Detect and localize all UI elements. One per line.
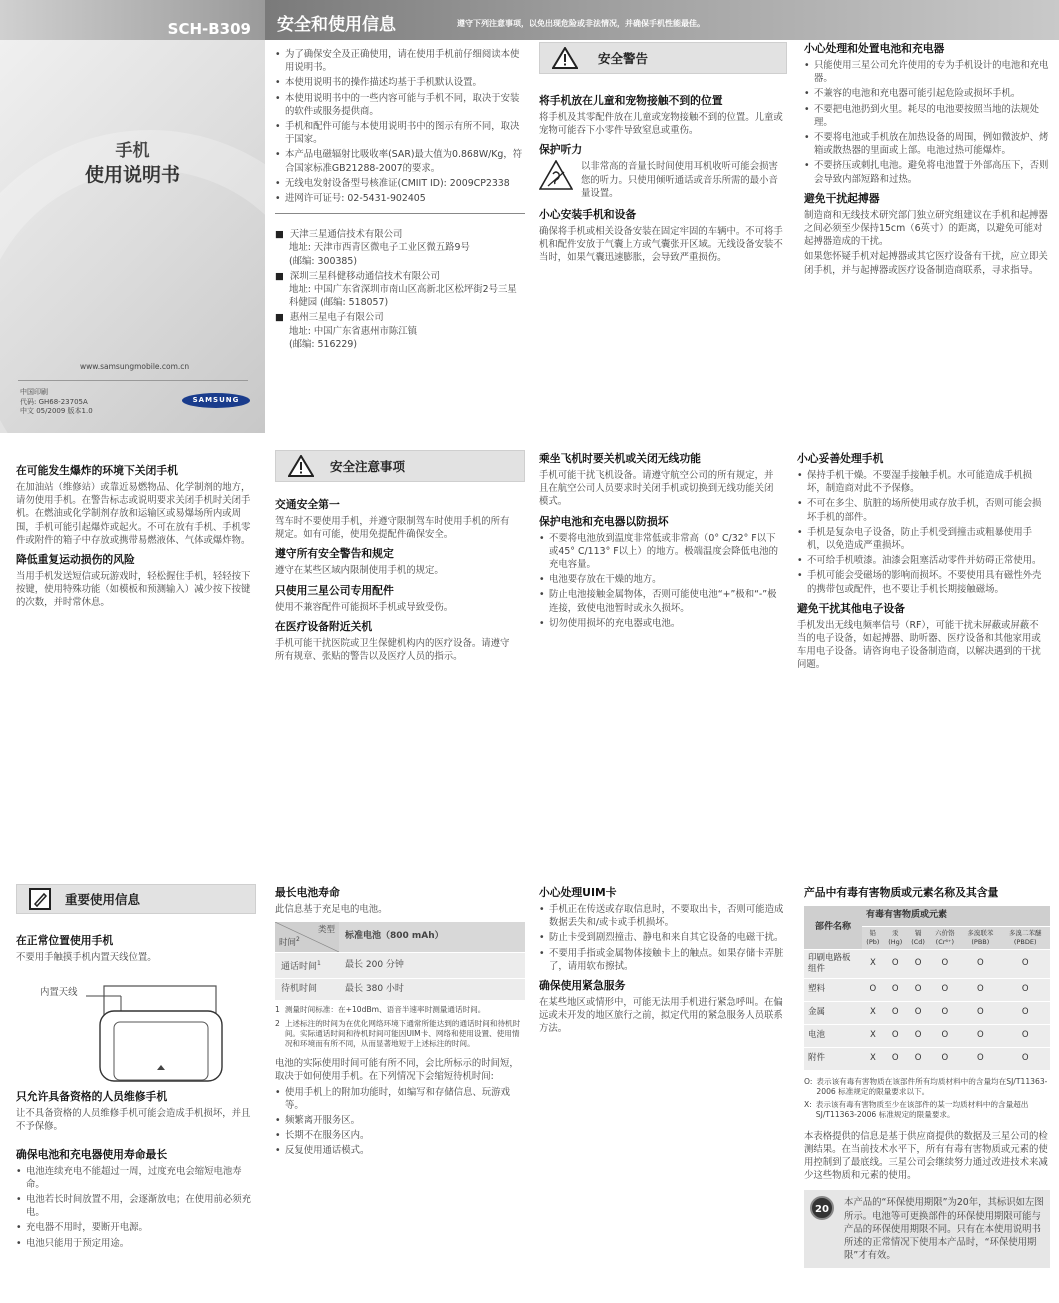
print-code: 代码: GH68-23705A [20, 397, 88, 406]
section-text: 此信息基于充足电的电池。 [275, 904, 388, 915]
table-cell: O [884, 1047, 907, 1070]
column-symbol: (Pb) [866, 937, 880, 946]
section-text: 确保将手机或相关设备安装在固定牢固的车辆中。不可将手机和配件安放于气囊上方或气囊张开区域。无线设备安装不当时，如果气囊迅速膨胀，会导致严重损伤。 [539, 226, 783, 264]
precautions-section [275, 492, 515, 665]
table-row [275, 952, 525, 978]
battery-life-section [275, 880, 525, 1160]
battery-life-notes [275, 1005, 525, 1049]
section-heading: 产品中有毒有害物质或元素名称及其含量 [804, 886, 999, 899]
footnote-text: 上述标注的时间为在优化网络环境下通常所能达到的通话时间和待机时间。实际通话时间和待机时间可能因UIM卡、网络和使用设置、使用情况和环境而有所不同，从而显著地短于上述标注的时间。 [284, 1019, 521, 1049]
footnote [804, 1100, 1050, 1120]
column-symbol: (PBDE) [1013, 937, 1037, 946]
list-item: • 进网许可证号: 02-5431-902405 [275, 192, 525, 205]
footnote: 2 上述标注的时间为在优化网络环境下通常所能达到的通话时间和待机时间。实际通话时间和待机时间可能因UIM卡、网络和使用设置、使用情况和环境而有所不同，从而显著地短于上述标注的时间。 [275, 1019, 525, 1049]
section-text: 在某些地区或情形中，可能无法用手机进行紧急呼叫。在偏远或未开发的地区旅行之前，拟定代用的紧急服务人员联系方法。 [539, 997, 783, 1035]
table-cell: O [907, 1047, 930, 1070]
section-heading: 在医疗设备附近关机 [275, 619, 373, 633]
table-cell: X [862, 1047, 884, 1070]
list-item: • 不要将电池或手机放在加热设备的周围，例如微波炉、烤箱或散热器的里面或上部。电池过热可能爆炸。 [804, 131, 1050, 157]
company-zip: (邮编: 516229) [289, 338, 357, 350]
print-version: 中文 05/2009 版本1.0 [20, 407, 93, 415]
list-item: • 电池连续充电不能超过一周，过度充电会缩短电池寿命。 [16, 1165, 256, 1191]
eco-text: 本产品的“环保使用期限”为20年，其标识如左图所示。电池等可更换部件的环保使用期限可能与产品的环保使用期限不同。只有在本使用说明书所述的正常情况下使用本产品时，“环保使用期限”才有效。 [844, 1197, 1044, 1262]
warning-icon [552, 47, 578, 69]
table-cell: O [1000, 1047, 1050, 1070]
section-text: 不要用手触摸手机内置天线位置。 [16, 952, 157, 963]
hearing-icon [539, 160, 573, 192]
table-cell: O [862, 978, 884, 1001]
print-info [20, 388, 93, 417]
section-heading: 确保使用紧急服务 [539, 979, 626, 993]
header-subtitle: 遵守下列注意事项，以免出现危险或非法情况，并确保手机性能最佳。 [457, 19, 705, 28]
footnote-text: 测量时间标准：在+10dBm、语音半速率时测量通话时间。 [284, 1005, 486, 1015]
section-heading: 交通安全第一 [275, 498, 340, 511]
safety-warning-header [539, 42, 787, 74]
section-heading: 确保电池和充电器使用寿命最长 [16, 1147, 168, 1161]
table-cell: O [907, 949, 930, 978]
section-heading: 保护电池和充电器以防损坏 [539, 514, 669, 528]
table-cell: O [929, 1047, 960, 1070]
handle-section [797, 446, 1045, 674]
section-heading: 小心处理UIM卡 [539, 886, 617, 899]
hazard-notes [804, 1077, 1050, 1120]
explosive-section [16, 458, 256, 612]
list-item: • 为了确保安全及正确使用，请在使用手机前仔细阅读本使用说明书。 [275, 48, 525, 74]
section-text: 制造商和无线技术研究部门独立研究组建议在手机和起搏器之间必须至少保持15cm（6英寸）的距离，以避免可能对起搏器造成的干扰。 [804, 209, 1048, 248]
section-heading: 保护听力 [539, 143, 583, 157]
list-item: • 不可给手机喷漆。油漆会阻塞活动零件并妨碍正常使用。 [797, 554, 1045, 567]
table-cell: O [884, 949, 907, 978]
section-text: 手机可能干扰医院或卫生保健机构内的医疗设备。请遵守所有规章、张贴的警告以及医疗人员的指示。 [275, 637, 510, 663]
column-header [907, 926, 930, 949]
safety-warning-section [539, 88, 785, 267]
section-text: 遵守在某些区域内限制使用手机的规定。 [275, 565, 444, 577]
list-item: • 防止卡受到剧烈撞击、静电和来自其它设备的电磁干扰。 [539, 931, 785, 944]
column-header [929, 926, 960, 949]
footnote [804, 1077, 1050, 1097]
footnote-key: X: [804, 1099, 812, 1109]
list-item: • 电池若长时间放置不用，会逐渐放电；在使用前必须充电。 [16, 1193, 256, 1219]
table-cell: O [1000, 949, 1050, 978]
list-item: • 不要用手指或金属物体接触卡上的触点。如果存储卡弄脏了，请用软布擦拭。 [539, 947, 785, 973]
table-header: 标准电池（800 mAh） [339, 922, 525, 952]
list-item: • 电池只能用于预定用途。 [16, 1237, 256, 1250]
section-heading: 小心处理和处置电池和充电器 [804, 42, 945, 55]
table-cell: O [884, 1001, 907, 1024]
column-header [884, 926, 907, 949]
table-cell: O [1000, 978, 1050, 1001]
table-cell: 最长 200 分钟 [339, 952, 525, 978]
list-item: • 手机正在传送或存取信息时，不要取出卡，否则可能造成数据丢失和/或卡或手机损坏。 [539, 903, 785, 929]
cover-panel [0, 0, 265, 433]
usage-title: 重要使用信息 [65, 892, 141, 907]
phone-drawing [16, 966, 256, 1084]
usage-section [16, 928, 256, 1252]
section-text: 让不具备资格的人员维修手机可能会造成手机损坏，并且不予保修。 [16, 1108, 251, 1133]
table-row [804, 1001, 1050, 1024]
intro-section [275, 48, 525, 351]
company-address: 地址: 中国广东省深圳市南山区高新北区松坪街2号三星科健园 (邮编: 518057) [289, 284, 517, 309]
column-substance: 多溴联苯 [967, 928, 994, 937]
uim-list [539, 903, 785, 973]
section-text: 使用不兼容配件可能损坏手机或导致受伤。 [275, 601, 454, 613]
cover-title: 手机 [115, 141, 150, 161]
list-item: • 不可在多尘、肮脏的场所使用或存放手机，否则可能会损坏手机的部件。 [797, 497, 1045, 523]
footnote: 1 测量时间标准：在+10dBm、语音半速率时测量通话时间。 [275, 1005, 486, 1015]
table-row [804, 1047, 1050, 1070]
table-header-row [275, 922, 525, 952]
section-heading: 遵守所有安全警告和规定 [275, 547, 394, 561]
company-entry: ■ 天津三星通信技术有限公司 地址: 天津市西青区微电子工业区微五路9号 (邮编: 300385) [275, 228, 525, 268]
column-substance: 镉 [914, 928, 922, 937]
battery-protect-list [539, 532, 779, 630]
section-heading: 在正常位置使用手机 [16, 934, 114, 947]
standby-list [275, 1086, 525, 1158]
table-header-row [804, 906, 1050, 926]
table-cell: O [884, 1024, 907, 1047]
table-cell: O [929, 949, 960, 978]
table-corner-time: 时间 [279, 937, 297, 948]
list-item: • 切勿使用损坏的充电器或电池。 [539, 617, 779, 630]
list-item: • 无线电发射设备型号核准证(CMIIT ID): 2009CP2338 [275, 177, 525, 190]
list-item: • 手机和配件可能与本使用说明书中的图示有所不同，取决于国家。 [275, 120, 525, 146]
uim-section [539, 880, 785, 1038]
table-cell: 最长 380 小时 [339, 978, 525, 1000]
company-zip: (邮编: 300385) [289, 255, 357, 267]
column-header [1000, 926, 1050, 949]
list-item: • 反复使用通话模式。 [275, 1144, 525, 1157]
table-cell: O [960, 978, 1000, 1001]
section-heading: 最长电池寿命 [275, 886, 340, 899]
eco-notice [804, 1190, 1050, 1268]
section-heading: 小心安装手机和设备 [539, 208, 637, 222]
list-item: • 频繁离开服务区。 [275, 1114, 525, 1127]
column-substance: 汞 [892, 928, 899, 937]
list-item: • 不兼容的电池和充电器可能引起危险或损坏手机。 [804, 87, 1050, 100]
section-heading: 避免干扰起搏器 [804, 191, 880, 205]
part-name: 电池 [804, 1024, 862, 1047]
precautions-title: 安全注意事项 [330, 459, 406, 474]
table-cell [275, 978, 339, 1000]
note-icon [29, 888, 51, 910]
list-item: • 不要挤压或刺扎电池。避免将电池置于外部高压下，否则会导致内部短路和过热。 [804, 159, 1050, 185]
table-cell: X [862, 1001, 884, 1024]
list-item: • 只能使用三星公司允许使用的专为手机设计的电池和充电器。 [804, 59, 1050, 85]
antenna-illustration [16, 966, 256, 1084]
flight-section [539, 446, 779, 632]
column-symbol: (PBB) [971, 937, 990, 946]
column-symbol: (Cr⁶⁺) [935, 937, 954, 946]
list-item: • 充电器不用时，要断开电源。 [16, 1221, 256, 1234]
list-item: • 手机可能会受磁场的影响而损坏。不要使用具有磁性外壳的携带包或配件，也不要让手机长期接触磁场。 [797, 569, 1045, 595]
table-cell [275, 952, 339, 978]
section-heading: 只允许具备资格的人员维修手机 [16, 1090, 168, 1104]
caution-icon [288, 455, 314, 477]
hearing-block [539, 160, 785, 202]
footnote-key: O: [804, 1076, 813, 1086]
list-item: • 不要将电池放到温度非常低或非常高（0° C/32° F以下或45° C/113° F以上）的地方。极端温度会降低电池的充电容量。 [539, 532, 779, 572]
section-text: 电池的实际使用时间可能有所不同，会比所标示的时间短，取决于如何使用手机。在下列情况下会缩短待机时间: [275, 1058, 519, 1083]
table-corner-type: 类型 [317, 925, 335, 936]
header-band [265, 0, 1059, 40]
print-country: 中国印刷 [20, 388, 48, 396]
company-address: 地址: 中国广东省惠州市陈江镇 [289, 325, 418, 337]
company-entry: ■ 深圳三星科健移动通信技术有限公司 地址: 中国广东省深圳市南山区高新北区松坪街2号三星科健园 (邮编: 518057) [275, 270, 525, 310]
table-row [804, 978, 1050, 1001]
table-cell: O [960, 1024, 1000, 1047]
footnote-ref: 1 [317, 959, 321, 967]
list-item: • 本使用说明书的操作描述均基于手机默认设置。 [275, 76, 525, 89]
list-item: • 使用手机上的附加功能时，如编写和存储信息、玩游戏等。 [275, 1086, 525, 1112]
column-substance: 多溴二苯醚 [1008, 928, 1042, 937]
section-heading: 将手机放在儿童和宠物接触不到的位置 [539, 94, 723, 107]
section-text: 将手机及其零配件放在儿童或宠物接触不到的位置。儿童或宠物可能吞下小零件导致窒息或重伤。 [539, 112, 783, 137]
table-cell: X [862, 1024, 884, 1047]
section-heading: 避免干扰其他电子设备 [797, 601, 905, 615]
section-text: 在加油站（维修站）或靠近易燃物品、化学制剂的地方，请勿使用手机。在警告标志或说明要求关闭手机时关闭手机。在燃油或化学制剂存放和运输区或易爆场所内或周围，手机可能引起爆炸或起火。不可在放有手机、手机零件或附件的箱子中存放或携带易燃液体、气体或爆炸物。 [16, 482, 251, 546]
battery-life-table [275, 922, 525, 1001]
list-item: • 本产品电磁辐射比吸收率(SAR)最大值为0.868W/Kg，符合国家标准GB21288-2007的要求。 [275, 148, 525, 174]
hazard-section [804, 880, 1050, 1268]
table-row [275, 978, 525, 1000]
column-substance: 铅 [869, 928, 877, 937]
usage-header [16, 884, 256, 914]
table-cell: O [1000, 1001, 1050, 1024]
table-cell: O [929, 978, 960, 1001]
section-heading: 小心妥善处理手机 [797, 452, 884, 465]
intro-divider [275, 213, 525, 214]
safety-warning-title: 安全警告 [598, 51, 649, 66]
section-heading: 在可能发生爆炸的环境下关闭手机 [16, 464, 178, 477]
section-heading: 乘坐飞机时要关机或关闭无线功能 [539, 452, 701, 465]
section-heading: 降低重复运动损伤的风险 [16, 553, 135, 567]
table-cell: O [960, 1001, 1000, 1024]
table-row [804, 1024, 1050, 1047]
list-item: • 本使用说明书中的一些内容可能与手机不同，取决于安装的软件或服务提供商。 [275, 92, 525, 118]
column-header [862, 926, 884, 949]
company-name: 深圳三星科健移动通信技术有限公司 [289, 270, 440, 282]
list-item: • 电池要存放在干燥的地方。 [539, 573, 779, 586]
battery-section [804, 36, 1050, 279]
table-row [804, 949, 1050, 978]
list-item: • 长期不在服务区内。 [275, 1129, 525, 1142]
footnote-text: 表示该有毒有害物质至少在该部件的某一均质材料中的含量超出SJ/T11363-2006 标准规定的限量要求。 [815, 1099, 1029, 1119]
table-cell: O [1000, 1024, 1050, 1047]
column-header [960, 926, 1000, 949]
table-cell: X [862, 949, 884, 978]
header-title: 安全和使用信息 [277, 15, 396, 35]
list-item: • 保持手机干燥。不要湿手接触手机。水可能造成手机损坏，制造商对此不予保修。 [797, 469, 1045, 495]
company-list [275, 228, 525, 351]
hazard-table [804, 906, 1050, 1071]
row-label: 通话时间 [281, 961, 318, 972]
table-cell: O [907, 1001, 930, 1024]
part-name: 印刷电路板组件 [804, 949, 862, 978]
table-corner [275, 922, 339, 952]
section-text: 当用手机发送短信或玩游戏时，轻松握住手机，轻轻按下按键，使用特殊功能（如模板和预测输入）减少按下按键的次数，并时常休息。 [16, 571, 251, 609]
part-name: 附件 [804, 1047, 862, 1070]
row-label: 待机时间 [281, 983, 318, 994]
list-item: • 手机是复杂电子设备，防止手机受到撞击或粗暴使用手机，以免造成严重损坏。 [797, 526, 1045, 552]
list-item: • 防止电池接触金属物体，否则可能使电池“+”极和“-”极连接，致使电池暂时或永久损坏。 [539, 588, 779, 614]
company-address: 地址: 天津市西青区微电子工业区微五路9号 [289, 242, 470, 254]
section-text: 驾车时不要使用手机，并遵守限制驾车时使用手机的所有规定。如有可能，使用免提配件确保安全。 [275, 516, 510, 541]
table-cell: O [929, 1001, 960, 1024]
table-header: 部件名称 [804, 906, 862, 949]
table-cell: O [929, 1024, 960, 1047]
table-cell: O [907, 978, 930, 1001]
part-name: 金属 [804, 1001, 862, 1024]
column-symbol: (Hg) [888, 937, 903, 946]
intro-list [275, 48, 525, 205]
table-header: 有毒有害物质或元素 [862, 906, 1050, 926]
table-cell: O [907, 1024, 930, 1047]
handle-list [797, 469, 1045, 596]
samsung-logo: SAMSUNG [182, 393, 250, 408]
column-substance: 六价铬 [935, 928, 955, 937]
footnote-text: 表示该有毒有害物质在该部件所有均质材料中的含量均在SJ/T11363-2006 标准规定的限量要求以下。 [816, 1076, 1048, 1096]
model-number: SCH-B309 [167, 20, 251, 38]
table-cell: O [960, 949, 1000, 978]
section-text: 手机可能干扰飞机设备。请遵守航空公司的所有规定，并且在航空公司人员要求时关闭手机或切换到无线功能关闭模式。 [539, 470, 774, 508]
table-cell: O [884, 978, 907, 1001]
company-name: 惠州三星电子有限公司 [289, 312, 384, 324]
section-text: 手机发出无线电频率信号（RF），可能干扰未屏蔽或屏蔽不当的电子设备，如起搏器、助听器、医疗设备和其他家用或车用电子设备。请咨询电子设备制造商，以解决遇到的干扰问题。 [797, 619, 1041, 671]
battery-care-list [16, 1165, 256, 1250]
section-heading: 只使用三星公司专用配件 [275, 583, 394, 597]
eco-period-icon: 20 [810, 1196, 834, 1220]
table-cell: O [960, 1047, 1000, 1070]
battery-list [804, 59, 1050, 186]
section-text: 如果您怀疑手机对起搏器或其它医疗设备有干扰，应立即关闭手机，并与起搏器或医疗设备制造商联系，寻求指导。 [804, 251, 1048, 276]
part-name: 塑料 [804, 978, 862, 1001]
section-text: 本表格提供的信息是基于供应商提供的数据及三星公司的检测结果。在当前技术水平下，所有有毒有害物质或元素的使用控制到了最底线。三星公司会继续努力通过改进技术来减少这些物质和元素的使用。 [804, 1130, 1048, 1182]
website-url: www.samsungmobile.com.cn [80, 362, 190, 371]
column-symbol: (Cd) [911, 937, 925, 946]
footnote-ref: 2 [296, 935, 300, 943]
company-name: 天津三星通信技术有限公司 [289, 229, 403, 241]
cover-subtitle: 使用说明书 [84, 164, 180, 186]
antenna-label: 内置天线 [40, 987, 78, 999]
precautions-header [275, 450, 525, 482]
cover-divider [18, 380, 248, 381]
list-item: • 不要把电池扔到火里。耗尽的电池要按照当地的法规处理。 [804, 103, 1050, 129]
section-text: 以非常高的音量长时间使用耳机收听可能会损害您的听力。只使用倾听通话或音乐所需的最小音量设置。 [581, 161, 778, 199]
hazard-table-body [804, 949, 1050, 1070]
company-entry: ■ 惠州三星电子有限公司 地址: 中国广东省惠州市陈江镇 (邮编: 516229) [275, 311, 525, 351]
